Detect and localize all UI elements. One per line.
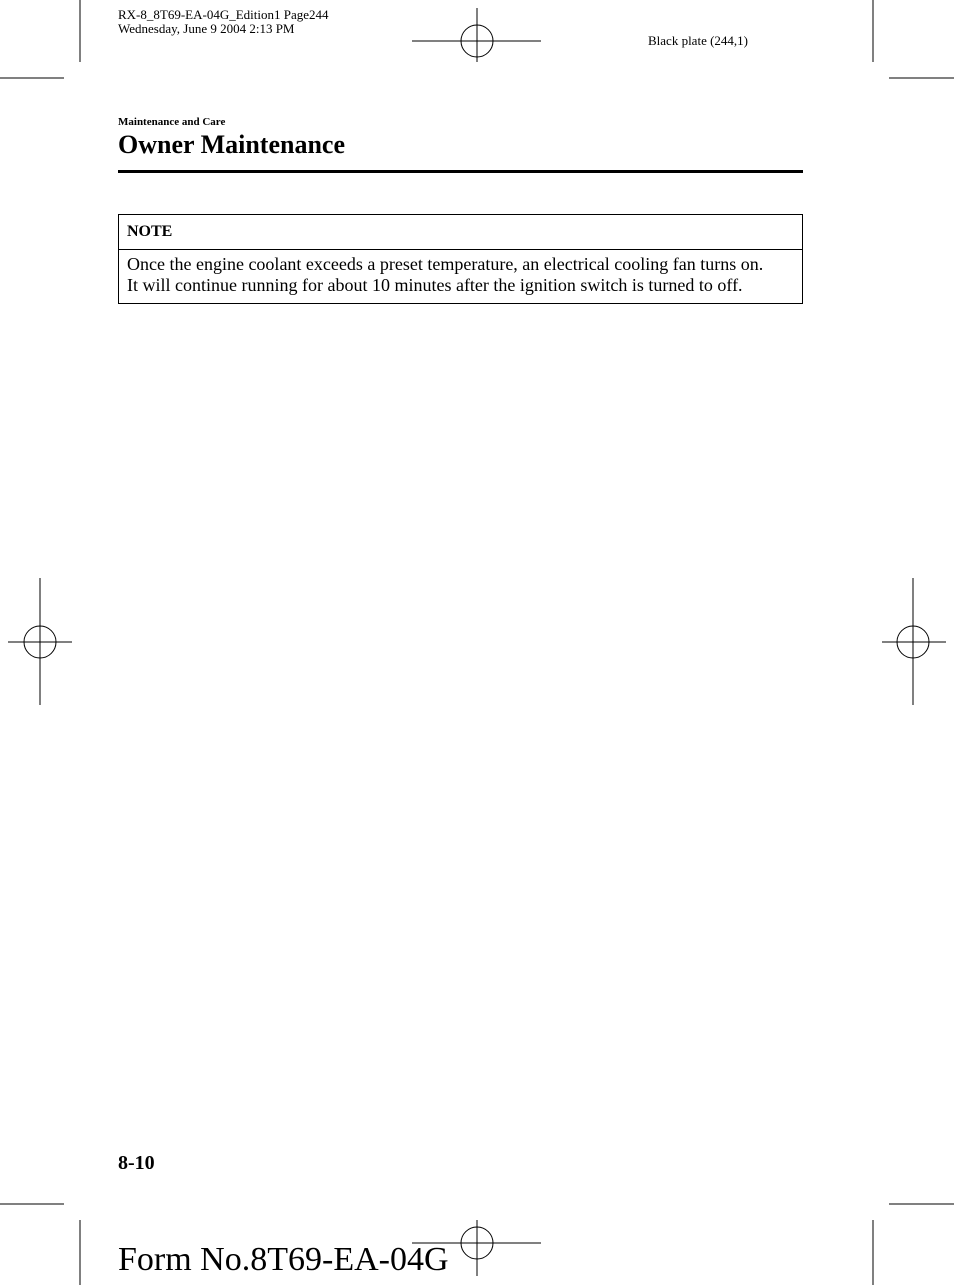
note-line: Once the engine coolant exceeds a preset temperature, an electrical cooling fan turns on.: [127, 254, 764, 274]
registration-mark-top: [412, 8, 541, 62]
note-heading: NOTE: [119, 215, 802, 250]
page-title: Owner Maintenance: [118, 130, 345, 159]
print-slug-file: RX-8_8T69-EA-04G_Edition1 Page244: [118, 7, 329, 22]
note-box: [118, 214, 803, 304]
registration-mark-left: [8, 578, 72, 705]
note-line: It will continue running for about 10 minutes after the ignition switch is turned to off.: [127, 275, 743, 295]
form-number: Form No.8T69-EA-04G: [118, 1241, 449, 1278]
registration-mark-right: [882, 578, 946, 705]
page-number: 8-10: [118, 1152, 155, 1174]
print-slug: [118, 8, 329, 36]
note-body: [119, 250, 802, 303]
plate-label: Black plate (244,1): [648, 33, 748, 48]
print-slug-date: Wednesday, June 9 2004 2:13 PM: [118, 21, 295, 36]
section-label: Maintenance and Care: [118, 116, 226, 128]
title-rule: [118, 170, 803, 173]
